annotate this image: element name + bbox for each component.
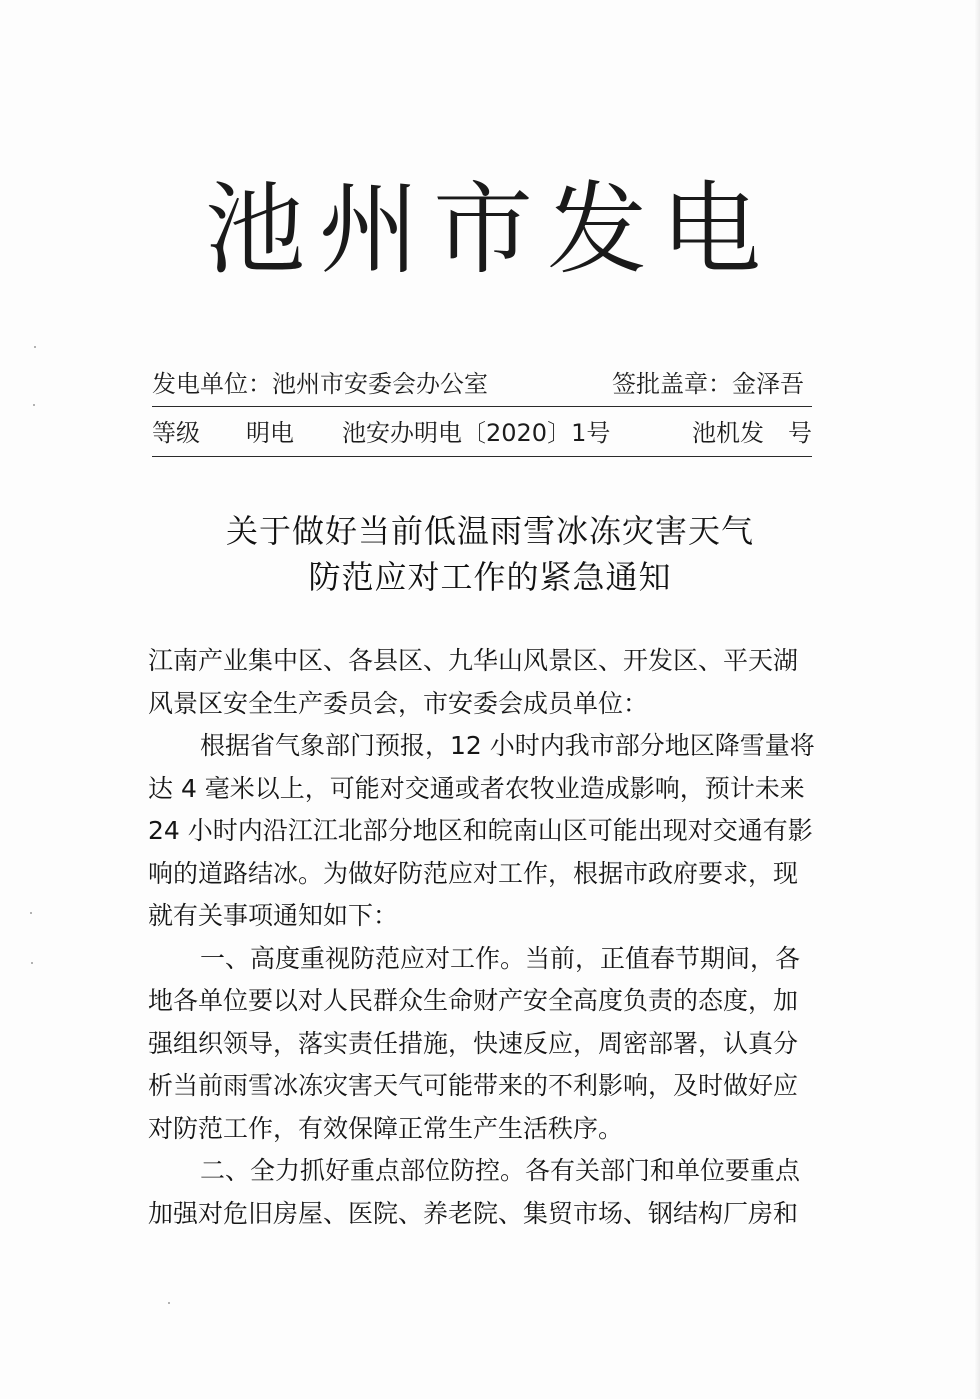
notice-title-line-2: 防范应对工作的紧急通知 [308, 558, 672, 596]
document-banner: 池州市发电 [205, 171, 775, 288]
meta-row-level [152, 413, 812, 453]
notice-title-line-1: 关于做好当前低温雨雪冰冻灾害天气 [225, 512, 754, 550]
body-line: 就有关事项通知如下： [148, 901, 399, 930]
body-line: 地各单位要以对人民群众生命财产安全高度负责的态度，加 [148, 986, 799, 1015]
doc-number: 池安办明电〔2020〕1号 [342, 419, 611, 447]
body-line: 强组织领导，落实责任措施，快速反应，周密部署，认真分 [148, 1028, 799, 1058]
body-line: 二、全力抓好重点部位防控。各有关部门和单位要重点 [200, 1156, 801, 1185]
signer: 签批盖章：金泽吾 [612, 370, 804, 398]
level-label: 等级 [152, 419, 200, 447]
body-line: 析当前雨雪冰冻灾害天气可能带来的不利影响，及时做好应 [148, 1071, 799, 1100]
sender-unit: 发电单位：池州市安委会办公室 [152, 370, 488, 398]
body-line: 达 4 毫米以上，可能对交通或者农牧业造成影响，预计未来 [148, 773, 805, 803]
body-line: 24 小时内沿江江北部分地区和皖南山区可能出现对交通有影 [148, 816, 813, 845]
scan-speck [168, 1302, 170, 1304]
scan-speck [34, 346, 36, 348]
body-line: 响的道路结冰。为做好防范应对工作，根据市政府要求，现 [148, 858, 799, 888]
body-line: 一、高度重视防范应对工作。当前，正值春节期间，各 [200, 943, 801, 973]
scan-speck [33, 404, 35, 406]
body-line: 加强对危旧房屋、医院、养老院、集贸市场、钢结构厂房和 [148, 1198, 799, 1228]
meta-row-sender [152, 364, 812, 404]
body-line: 对防范工作，有效保障正常生产生活秩序。 [148, 1113, 624, 1143]
divider-line [152, 456, 812, 457]
scan-speck [31, 962, 33, 964]
body-line: 风景区安全生产委员会，市安委会成员单位： [148, 688, 649, 718]
scan-speck [30, 912, 32, 914]
machine-number: 池机发 号 [692, 419, 812, 447]
level-value: 明电 [246, 419, 294, 447]
body-line: 江南产业集中区、各县区、九华山风景区、开发区、平天湖 [148, 646, 799, 675]
body-line: 根据省气象部门预报，12 小时内我市部分地区降雪量将 [200, 731, 815, 760]
notice-body [148, 640, 828, 1235]
divider-line [152, 406, 812, 407]
